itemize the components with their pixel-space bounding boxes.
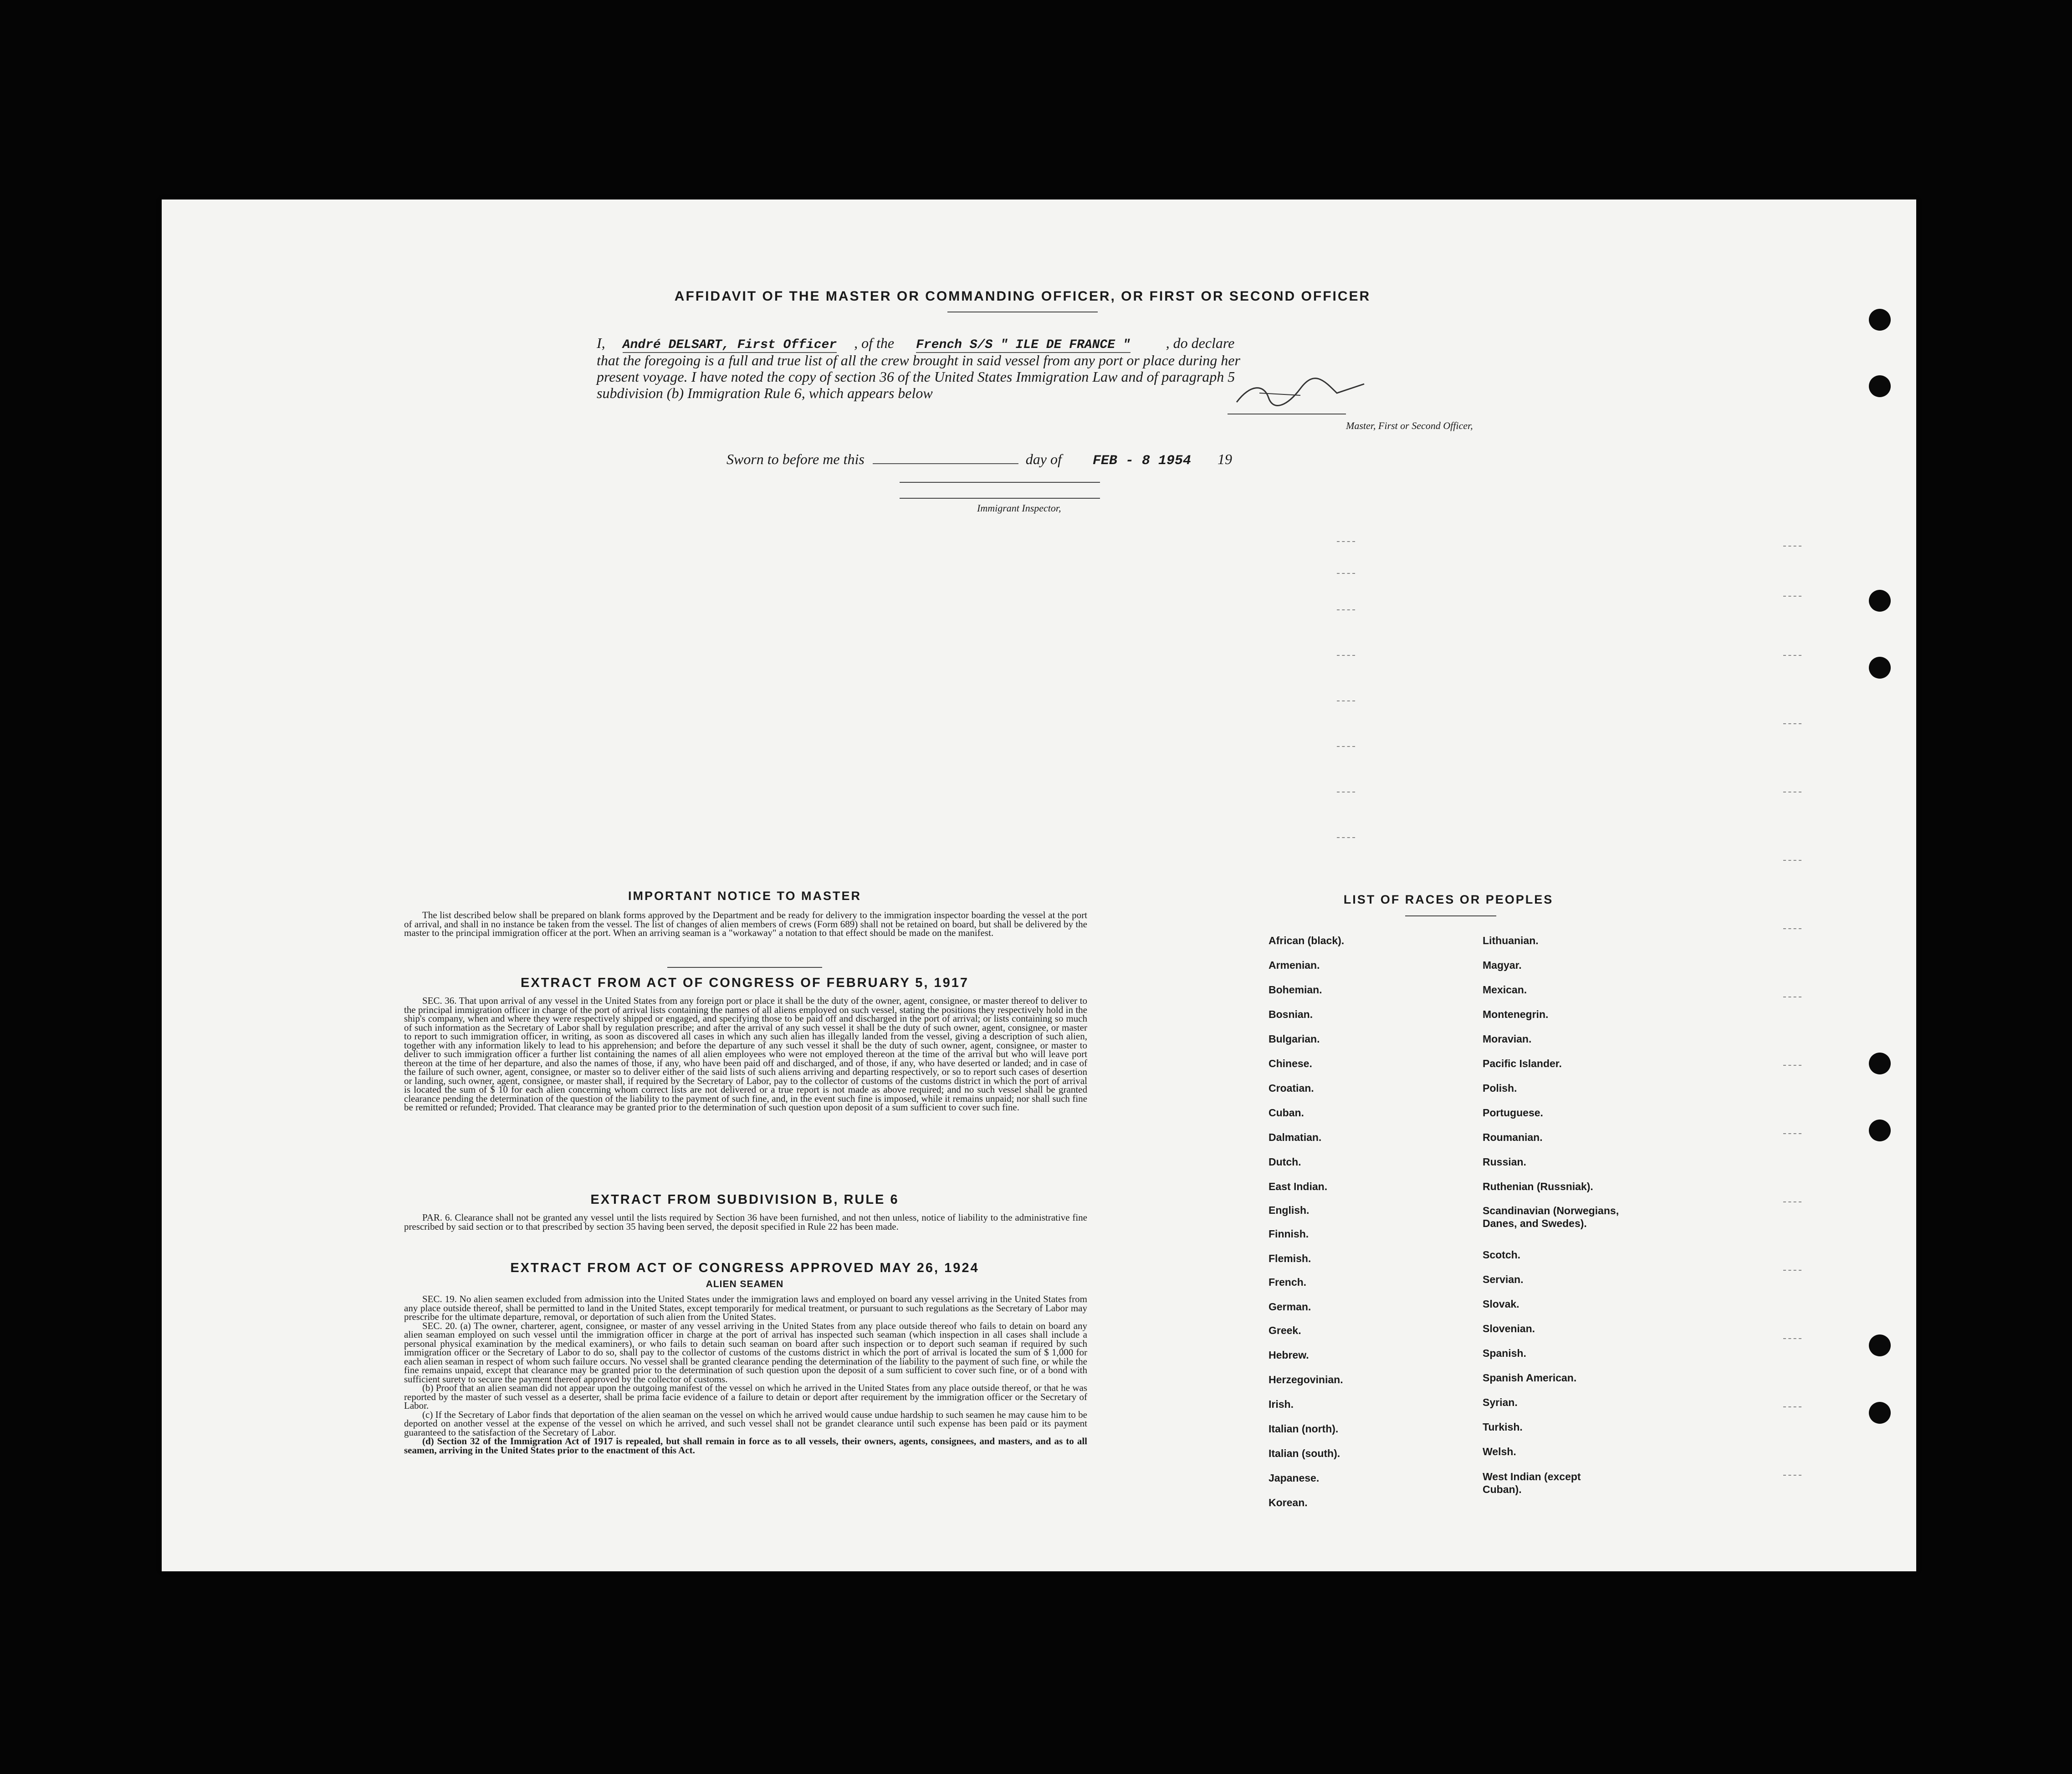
race-item: West Indian (except Cuban). (1483, 1471, 1581, 1495)
affidavit-title: AFFIDAVIT OF THE MASTER OR COMMANDING OFFICER, OR FIRST OR SECOND OFFICER (674, 289, 1371, 304)
race-item: Mexican. (1483, 984, 1527, 996)
punch-hole-3 (1869, 590, 1891, 612)
race-item: Slovak. (1483, 1298, 1519, 1310)
race-item: Italian (south). (1269, 1447, 1340, 1459)
do-declare-label: , do declare (1166, 335, 1235, 351)
notice-title: IMPORTANT NOTICE TO MASTER (628, 889, 861, 903)
stamp-date: FEB - 8 1954 (1092, 453, 1191, 469)
sworn-label: Sworn to before me this (726, 451, 865, 467)
race-item: Dutch. (1269, 1156, 1301, 1168)
punch-hole-7 (1869, 1334, 1891, 1356)
race-item: Finnish. (1269, 1228, 1309, 1240)
race-item: Servian. (1483, 1273, 1524, 1285)
section-36-paragraph: SEC. 36. That upon arrival of any vessel in the United States from any foreign port or place it shall be the duty of the owner, agent, consignee, or master thereof to deliver to the principal immigration officer in charge of the port of arrival lists containing the names of all aliens employed on such vessel, stating the positions they respectively hold in the ship's company, when and where they were respectively shipped or engaged, and specifying those to be paid off and discharged in the port of arrival; or lists containing so much of such information as the Secretary of Labor shall by regulation prescribe; and after the arrival of any such vessel it shall be the duty of such owner, agent, consignee, or master to report to such immigration officer, in writing, as soon as discovered all cases in which any such alien has illegally landed from the vessel, giving a description of such alien, together with any information likely to lead to his apprehension; and before the departure of any such vessel it shall be the duty of such owner, agent, consignee, or master to deliver to such immigration officer a further list containing the names of all alien employees who were not employed thereon at the time of the arrival but who will leave port thereon at the time of her departure, and also the names of those, if any, who have been paid off and discharged, and of those, if any, who have deserted or landed; and in case of the failure of such owner, agent, consignee, or master so to deliver either of the said lists of such aliens arriving and departing respectively, or so to report such cases of desertion or landing, such owner, agent, consignee, or master shall, if required by the Secretary of Labor, pay to the collector of customs of the customs district in which the port of arrival is located the sum of $ 10 for each alien concerning whom correct lists are not delivered or a true report is not made as above required; and no such vessel shall be granted clearance pending the determination of the question of the liability to the payment of such fine, and, in the event such fine is imposed, while it remains unpaid; nor shall such fine be remitted or refunded; Provided. That clearance may be granted prior to the determination of such question upon deposit of a sum sufficient to cover such fine. (404, 995, 1087, 1113)
race-item: Russian. (1483, 1156, 1526, 1168)
extract-1917-title: EXTRACT FROM ACT OF CONGRESS OF FEBRUARY 5, 1917 (520, 976, 969, 990)
race-item: Pacific Islander. (1483, 1058, 1562, 1069)
notice-paragraph: The list described below shall be prepared on blank forms approved by the Department and be ready for delivery to the immigration inspector boarding the vessel at the port of arrival, and shall in no instance be taken from the vessel. The list of changes of alien members of crews (Form 689) shall not be retained on board, but shall be delivered by the master to the principal immigration officer at the port. When an arriving seaman is a "workaway" a notation to that effect should be made on the manifest. (404, 910, 1087, 938)
year-prefix: 19 (1217, 451, 1232, 467)
section-19-paragraph: SEC. 19. No alien seamen excluded from admission into the United States under the immigration laws and employed on board any vessel arriving in the United States from any place outside thereof, shall be permitted to land in the United States, except temporarily for medical treatment, or pursuant to such regulations as the Secretary of Labor may prescribe for the ultimate departure, removal, or deportation of such alien from the United States. (404, 1293, 1087, 1322)
race-item: Bosnian. (1269, 1008, 1313, 1020)
section-20c-paragraph: (c) If the Secretary of Labor finds that deportation of the alien seaman on the vessel on which he arrived would cause undue hardship to such seamen he may cause him to be deported on another vessel at the expense of the vessel on which he arrived, and such vessel shall not be grandet clearance until such expense has been paid or its payment guaranteed to the satisfaction of the Secretary of Labor. (404, 1409, 1087, 1438)
race-item: Chinese. (1269, 1058, 1312, 1069)
day-of-label: day of (1025, 451, 1062, 467)
race-item: German. (1269, 1301, 1311, 1313)
affidavit-i-label: I, (597, 335, 605, 351)
extract-1924-body (404, 1295, 1087, 1455)
of-the-label: , of the (854, 335, 895, 351)
paragraph-6: PAR. 6. Clearance shall not be granted any vessel until the lists required by Section 36 have been furnished, and not then unless, notice of liability to the administrative fine prescribed by said section or to that prescribed by section 35 having been served, the deposit specified in Rule 22 has been made. (404, 1212, 1087, 1232)
race-item: Croatian. (1269, 1082, 1314, 1094)
alien-seamen-subtitle: ALIEN SEAMEN (706, 1279, 784, 1289)
extract-1924-title: EXTRACT FROM ACT OF CONGRESS APPROVED MAY 26, 1924 (510, 1261, 979, 1275)
section-20d-paragraph: (d) Section 32 of the Immigration Act of 1917 is repealed, but shall remain in force as to all vessels, their owners, agents, consignees, and masters, and as to all seamen, arriving in the United States prior to the enactment of this Act. (404, 1436, 1087, 1456)
section-20b-paragraph: (b) Proof that an alien seaman did not appear upon the outgoing manifest of the vessel on which he arrived in the United States from any place outside thereof, or that he was reported by the master of such vessel as a deserter, shall be prima facie evidence of a failure to detain or deport after requirement by the immigration officer or the Secretary of Labor. (404, 1382, 1087, 1411)
race-item: Roumanian. (1483, 1131, 1543, 1143)
race-item: Montenegrin. (1483, 1008, 1549, 1020)
race-item: Italian (north). (1269, 1423, 1339, 1435)
race-item: African (black). (1269, 935, 1345, 946)
race-item: Hebrew. (1269, 1349, 1309, 1361)
affidavit-line3: present voyage. I have noted the copy of section 36 of the United States Immigration Law and of paragraph 5 (597, 368, 1235, 385)
race-item: Lithuanian. (1483, 935, 1539, 946)
affidavit-line2: that the foregoing is a full and true list of all the crew brought in said vessel from any port or place during her (597, 352, 1240, 368)
affidavit-line4: subdivision (b) Immigration Rule 6, which appears below (597, 385, 933, 401)
document-sheet (162, 199, 1916, 1571)
race-item: Portuguese. (1483, 1107, 1543, 1119)
race-item: Korean. (1269, 1497, 1308, 1508)
inspector-caption: Immigrant Inspector, (977, 502, 1061, 514)
race-item: Flemish. (1269, 1253, 1311, 1264)
race-item: Japanese. (1269, 1472, 1320, 1484)
race-item: Ruthenian (Russniak). (1483, 1181, 1593, 1192)
section-20a-paragraph: SEC. 20. (a) The owner, charterer, agent, consignee, or master of any vessel arriving in the United States from any place outside thereof who fails to detain on board any alien seaman employed on such vessel until the immigration officer in charge at the port of arrival has inspected such seaman (which inspection in all cases shall include a personal physical examination by the medical examiners), or who fails to detain such seaman on board after such inspection or to deport such seaman if required by such immigration officer or the Secretary of Labor to do so, shall pay to the collector of customs of the customs district in which the port of arrival is located the sum of $ 1,000 for each alien seaman in respect of whom such failure occurs. No vessel shall be granted clearance pending the determination of the liability to the payment of such fine, or while the fine remains unpaid, except that clearance may be granted prior to the determination of such question upon the deposit of a sum sufficient to cover such fine, or of a bond with sufficient surety to secure the payment thereof approved by the collector of customs. (404, 1320, 1087, 1385)
signature (1232, 375, 1369, 411)
race-item: Armenian. (1269, 959, 1320, 971)
race-item: Turkish. (1483, 1421, 1523, 1433)
race-item: East Indian. (1269, 1181, 1328, 1192)
race-item: Polish. (1483, 1082, 1517, 1094)
sworn-line (726, 450, 1232, 470)
race-item: Magyar. (1483, 959, 1522, 971)
race-item: Irish. (1269, 1398, 1294, 1410)
race-item: English. (1269, 1204, 1310, 1216)
extract-rule6-body (404, 1213, 1087, 1231)
punch-hole-1 (1869, 309, 1891, 331)
race-item: French. (1269, 1276, 1307, 1288)
punch-hole-5 (1869, 1053, 1891, 1074)
race-item: Herzegovinian. (1269, 1374, 1343, 1385)
signature-caption: Master, First or Second Officer, (1346, 420, 1473, 431)
race-item: Bohemian. (1269, 984, 1322, 996)
race-item: Welsh. (1483, 1446, 1516, 1457)
race-item: Dalmatian. (1269, 1131, 1322, 1143)
race-item: Syrian. (1483, 1396, 1518, 1408)
race-item: Bulgarian. (1269, 1033, 1320, 1045)
affidavit-line1 (597, 334, 1439, 354)
race-item: Cuban. (1269, 1107, 1304, 1119)
race-item: Spanish American. (1483, 1372, 1577, 1384)
race-item: Greek. (1269, 1324, 1301, 1336)
notice-body (404, 911, 1087, 938)
vessel-name: French S/S " ILE DE FRANCE " (916, 338, 1131, 352)
punch-hole-8 (1869, 1402, 1891, 1424)
punch-hole-4 (1869, 657, 1891, 679)
punch-hole-6 (1869, 1120, 1891, 1141)
extract-rule6-title: EXTRACT FROM SUBDIVISION B, RULE 6 (590, 1192, 899, 1207)
race-item: Moravian. (1483, 1033, 1532, 1045)
officer-name: André DELSART, First Officer (622, 338, 837, 352)
race-item: Scandinavian (Norwegians, Danes, and Swedes). (1483, 1205, 1619, 1229)
races-title: LIST OF RACES OR PEOPLES (1343, 893, 1554, 906)
race-item: Slovenian. (1483, 1323, 1535, 1334)
race-item: Spanish. (1483, 1347, 1526, 1359)
race-item: Scotch. (1483, 1249, 1521, 1261)
extract-1917-body (404, 997, 1087, 1112)
punch-hole-2 (1869, 375, 1891, 397)
